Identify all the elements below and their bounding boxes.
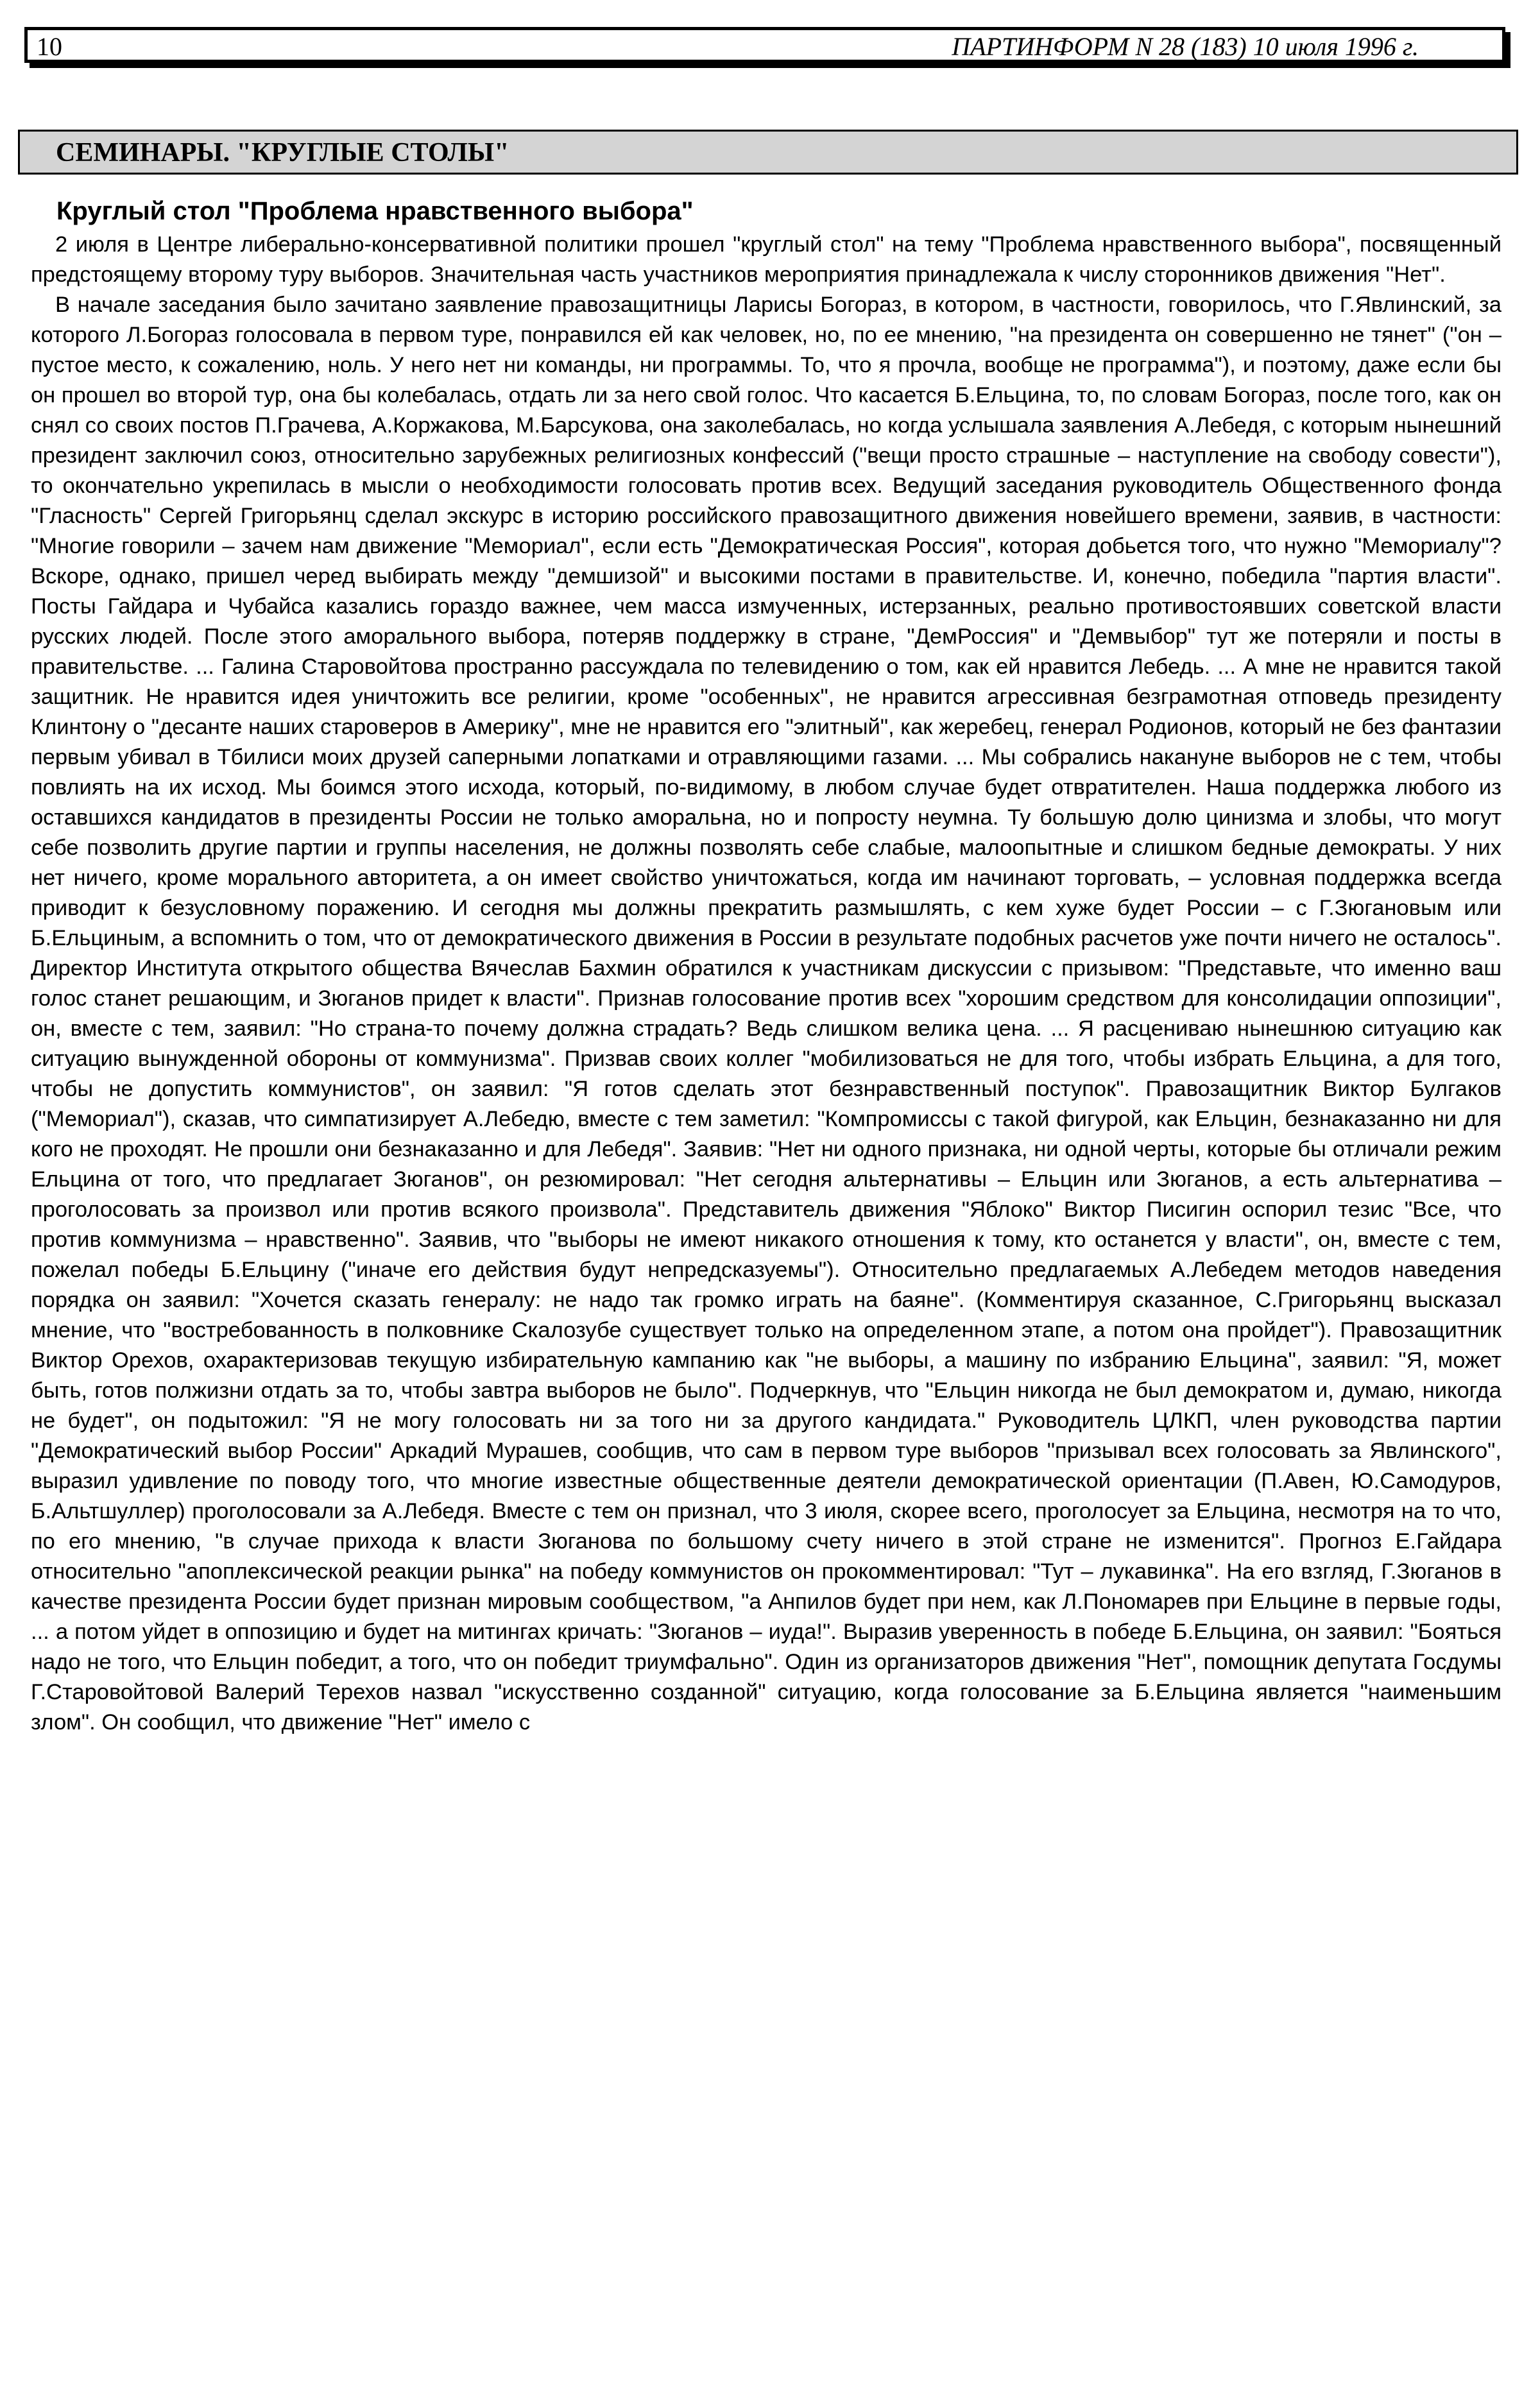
issue-info: ПАРТИНФОРМ N 28 (183) 10 июля 1996 г. [952, 32, 1419, 61]
article-paragraph: 2 июля в Центре либерально-консервативной политики прошел "круглый стол" на тему "Проблема нравственного выбора", посвященный предстоящему второму туру выборов. Значительная часть участников мероприятия принадлежала к числу сторонников движения "Нет". [31, 232, 1502, 287]
page-number: 10 [37, 32, 62, 61]
article [31, 193, 1502, 2349]
article-paragraph: В начале заседания было зачитано заявление правозащитницы Ларисы Богораз, в котором, в частности, говорилось, что Г.Явлинский, за которого Л.Богораз голосовала в первом туре, понравился ей как человек, но, по ее мнению, "на президента он совершенно не тянет" ("он – пустое место, к сожалению, ноль. У него нет ни команды, ни программы. То, что я прочла, вообще не программа"), и поэтому, даже если бы он прошел во второй тур, она бы колебалась, отдать ли за него свой голос. Что касается Б.Ельцина, то, по словам Богораз, после того, как он снял со своих постов П.Грачева, А.Коржакова, М.Барсукова, она заколебалась, но когда услышала заявления А.Лебедя, с которым нынешний президент заключил союз, относительно зарубежных религиозных конфессий ("вещи просто страшные – наступление на свободу совести"), то окончательно укрепилась в мысли о необходимости голосовать против всех. Ведущий заседания руководитель Общественного фонда "Гласность" Сергей Григорьянц сделал экскурс в историю российского правозащитного движения новейшего времени, заявив, в частности: "Многие говорили – зачем нам движение "Мемориал", если есть "Демократическая Россия", которая добьется того, что нужно "Мемориалу"? Вскоре, однако, пришел черед выбирать между "демшизой" и высокими постами в правительстве. И, конечно, победила "партия власти". Посты Гайдара и Чубайса казались гораздо важнее, чем масса измученных, истерзанных, реально противостоявших советской власти русских людей. После этого аморального выбора, потеряв поддержку в стране, "ДемРоссия" и "Демвыбор" тут же потеряли и посты в правительстве. ... Галина Старовойтова пространно рассуждала по телевидению о том, как ей нравится Лебедь. ... А мне не нравится такой защитник. Не нравится идея уничтожить все религии, кроме "особенных", не нравится агрессивная безграмотная отповедь президенту Клинтону о "десанте наших староверов в Америку", мне не нравится его "элитный", как жеребец, генерал Родионов, который не без фантазии первым убивал в Тбилиси моих друзей саперными лопатками и отравляющими газами. ... Мы собрались накануне выборов не с тем, чтобы повлиять на их исход. Мы боимся этого исхода, который, по-видимому, в любом случае будет отвратителен. Наша поддержка любого из оставшихся кандидатов в президенты России не только аморальна, но и попросту неумна. Ту большую долю цинизма и злобы, что могут себе позволить другие партии и группы населения, не должны позволять себе слабые, малоопытные и слишком бедные демократы. У них нет ничего, кроме морального авторитета, а он имеет свойство уничтожаться, когда им начинают торговать, – условная поддержка всегда приводит к безусловному поражению. И сегодня мы должны прекратить размышлять, с кем хуже будет России – с Г.Зюгановым или Б.Ельциным, а вспомнить о том, что от демократического движения в России в результате подобных расчетов уже почти ничего не осталось". Директор Института открытого общества Вячеслав Бахмин обратился к участникам дискуссии с призывом: "Представьте, что именно ваш голос станет решающим, и Зюганов придет к власти". Признав голосование против всех "хорошим средством для консолидации оппозиции", он, вместе с тем, заявил: "Но страна-то почему должна страдать? Ведь слишком велика цена. ... Я расцениваю нынешнюю ситуацию как ситуацию вынужденной обороны от коммунизма". Призвав своих коллег "мобилизоваться не для того, чтобы избрать Ельцина, а для того, чтобы не допустить коммунистов", он заявил: "Я готов сделать этот безнравственный поступок". Правозащитник Виктор Булгаков ("Мемориал"), сказав, что симпатизирует А.Лебедю, вместе с тем заметил: "Компромиссы с такой фигурой, как Ельцин, безнаказанно ни для кого не проходят. Не прошли они безнаказанно и для Лебедя". Заявив: "Нет ни одного признака, ни одной черты, которые бы отличали режим Ельцина от того, что предлагает Зюганов", он резюмировал: "Нет сегодня альтернативы – Ельцин или Зюганов, а есть альтернатива – проголосовать за произвол или против всякого произвола". Представитель движения "Яблоко" Виктор Писигин оспорил тезис "Все, что против коммунизма – нравственно". Заявив, что "выборы не имеют никакого отношения к тому, кто останется у власти", он, вместе с тем, пожелал победы Б.Ельцину ("иначе его действия будут непредсказуемы"). Относительно предлагаемых А.Лебедем методов наведения порядка он заявил: "Хочется сказать генералу: не надо так громко играть на баяне". (Комментируя сказанное, С.Григорьянц высказал мнение, что "востребованность в полковнике Скалозубе существует только на определенном этапе, а потом она пройдет"). Правозащитник Виктор Орехов, охарактеризовав текущую избирательную кампанию как "не выборы, а машину по избранию Ельцина", заявил: "Я, может быть, готов полжизни отдать за то, чтобы завтра выборов не было". Подчеркнув, что "Ельцин никогда не был демократом и, думаю, никогда не будет", он подытожил: "Я не могу голосовать ни за того ни за другого кандидата." Руководитель ЦЛКП, член руководства партии "Демократический выбор России" Аркадий Мурашев, сообщив, что сам в первом туре выборов "призывал всех голосовать за Явлинского", выразил удивление по поводу того, что многие известные общественные деятели демократической ориентации (П.Авен, Ю.Самодуров, Б.Альтшуллер) проголосовали за А.Лебедя. Вместе с тем он признал, что 3 июля, скорее всего, проголосует за Ельцина, несмотря на то что, по его мнению, "в случае прихода к власти Зюганова по большому счету ничего в этой стране не изменится". Прогноз Е.Гайдара относительно "апоплексической реакции рынка" на победу коммунистов он прокомментировал: "Тут – лукавинка". На его взгляд, Г.Зюганов в качестве президента России будет признан мировым сообществом, "а Анпилов будет при нем, как Л.Пономарев при Ельцине в первые годы, ... а потом уйдет в оппозицию и будет на митингах кричать: "Зюганов – иуда!". Выразив уверенность в победе Б.Ельцина, он заявил: "Бояться надо не того, что Ельцин победит, а того, что он победит триумфально". Один из организаторов движения "Нет", помощник депутата Госдумы Г.Старовойтовой Валерий Терехов назвал "искусственно созданной" ситуацию, когда голосование за Б.Ельцина является "наименьшим злом". Он сообщил, что движение "Нет" имело с [31, 293, 1502, 1735]
article-title: Круглый стол "Проблема нравственного выбора" [56, 197, 694, 225]
page-header [24, 27, 1505, 63]
section-bar [18, 130, 1518, 175]
section-title: СЕМИНАРЫ. "КРУГЛЫЕ СТОЛЫ" [56, 138, 509, 167]
